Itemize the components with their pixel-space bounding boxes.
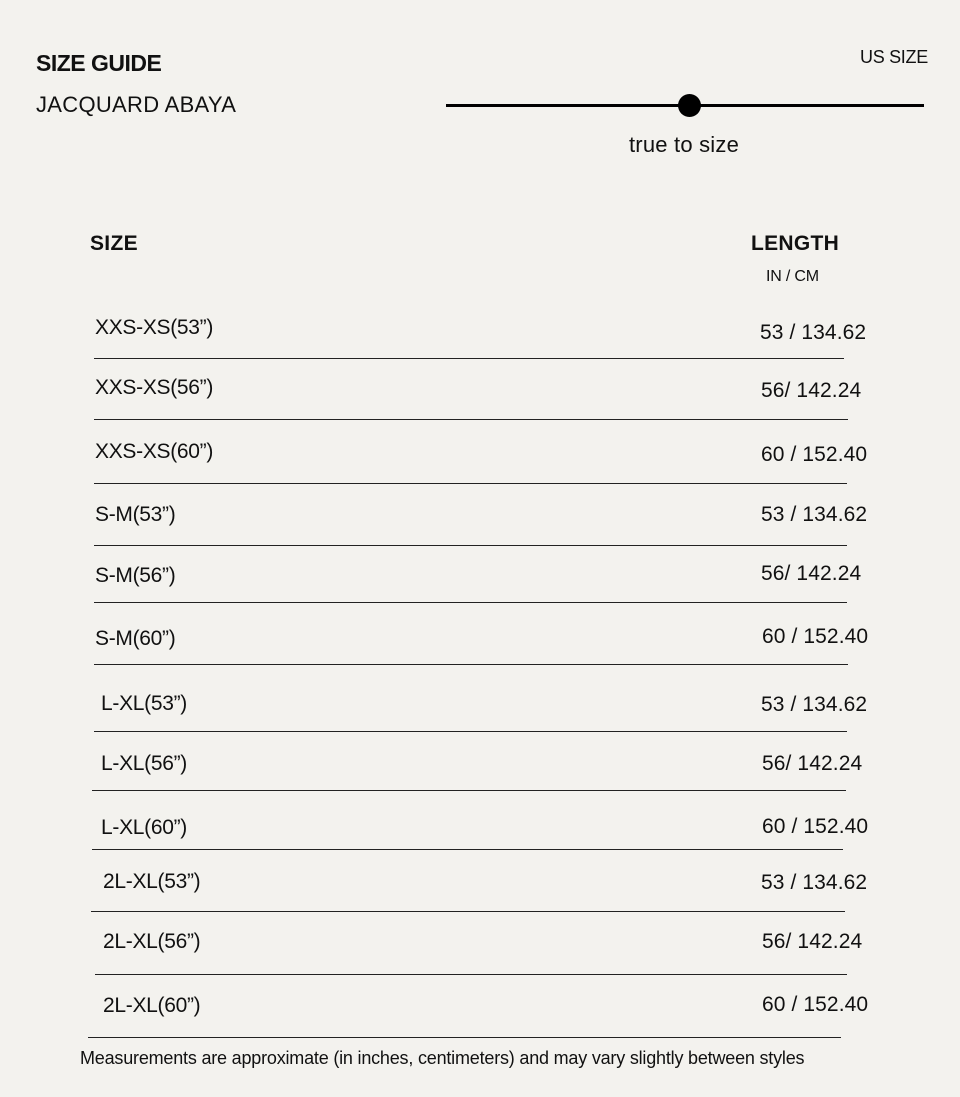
size-cell: 2L-XL(53”)	[103, 870, 201, 893]
size-cell: S-M(53”)	[95, 503, 176, 526]
length-cell: 53 / 134.62	[761, 503, 868, 526]
length-cell: 60 / 152.40	[762, 815, 869, 838]
fit-scale-label: true to size	[629, 132, 740, 157]
size-cell: XXS-XS(60”)	[95, 440, 214, 463]
length-cell: 56/ 142.24	[762, 930, 863, 953]
row-divider	[88, 1037, 841, 1038]
row-divider	[94, 419, 848, 420]
size-region-label: US SIZE	[860, 47, 928, 67]
row-divider	[91, 911, 845, 912]
size-cell: L-XL(53”)	[101, 692, 187, 715]
length-cell: 53 / 134.62	[761, 871, 868, 894]
product-name: JACQUARD ABAYA	[36, 92, 237, 117]
row-divider	[94, 545, 847, 546]
row-divider	[94, 358, 844, 359]
length-cell: 53 / 134.62	[761, 693, 868, 716]
row-divider	[95, 974, 847, 975]
size-cell: L-XL(60”)	[101, 816, 187, 839]
length-cell: 60 / 152.40	[761, 443, 868, 466]
row-divider	[94, 731, 847, 732]
length-units-label: IN / CM	[766, 268, 819, 285]
size-cell: XXS-XS(53”)	[95, 316, 214, 339]
size-cell: 2L-XL(60”)	[103, 994, 201, 1017]
length-cell: 53 / 134.62	[760, 321, 867, 344]
length-cell: 56/ 142.24	[762, 752, 863, 775]
fit-scale-marker	[678, 94, 701, 117]
row-divider	[94, 602, 847, 603]
size-cell: S-M(60”)	[95, 627, 176, 650]
row-divider	[92, 849, 843, 850]
row-divider	[94, 664, 848, 665]
size-cell: L-XL(56”)	[101, 752, 187, 775]
size-cell: XXS-XS(56”)	[95, 376, 214, 399]
row-divider	[94, 483, 847, 484]
length-cell: 60 / 152.40	[762, 993, 869, 1016]
size-cell: S-M(56”)	[95, 564, 176, 587]
measurement-note: Measurements are approximate (in inches, centimeters) and may vary slightly between styles	[80, 1048, 805, 1068]
size-column-header: SIZE	[90, 232, 138, 255]
size-cell: 2L-XL(56”)	[103, 930, 201, 953]
row-divider	[92, 790, 846, 791]
length-cell: 60 / 152.40	[762, 625, 869, 648]
length-cell: 56/ 142.24	[761, 562, 862, 585]
page-title: SIZE GUIDE	[36, 50, 162, 76]
length-column-header: LENGTH	[751, 232, 840, 255]
length-cell: 56/ 142.24	[761, 379, 862, 402]
